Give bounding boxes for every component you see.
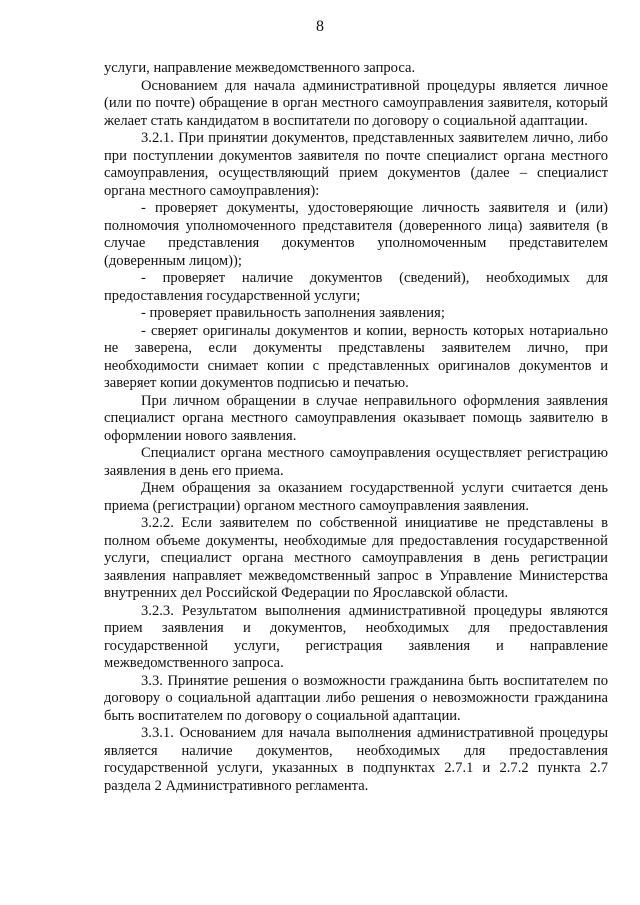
paragraph: 3.3.1. Основанием для начала выполнения административной процедуры является наличие документов, необходимых для предоставления государственной услуги, указанных в подпунктах 2.7.1 и 2.7.2 пункта 2.7 раздела 2 Административного регламента. [104,725,608,794]
page-number: 8 [316,18,324,35]
paragraph: 3.3. Принятие решения о возможности гражданина быть воспитателем по договору о социальной адаптации либо решения о невозможности гражданина быть воспитателем по договору о социальной адаптации. [104,672,608,724]
paragraph: Днем обращения за оказанием государственной услуги считается день приема (регистрации) органом местного самоуправления заявления. [104,480,608,514]
list-item: - проверяет документы, удостоверяющие личность заявителя и (или) полномочия уполномоченного представителя (доверенного лица) заявителя (в случае представления документов уполномоченным представителем (доверенным лицом)); [104,200,608,269]
paragraph: 3.2.2. Если заявителем по собственной инициативе не представлены в полном объеме документы, необходимые для предоставления государственной услуги, специалист органа местного самоуправления в день регистрации заявления направляет межведомственный запрос в Управление Министерства внутренних дел Российской Федерации по Ярославской области. [104,515,608,601]
paragraph: Основанием для начала административной процедуры является личное (или по почте) обращение в орган местного самоуправления заявителя, который желает стать кандидатом в воспитатели по договору о социальной адаптации. [104,77,608,129]
list-item: - проверяет наличие документов (сведений), необходимых для предоставления государственной услуги; [104,270,608,304]
list-item: - проверяет правильность заполнения заявления; [141,305,445,321]
list-item: - сверяет оригиналы документов и копии, верность которых нотариально не заверена, если документы представлены заявителем лично, при необходимости снимает копии с представленных оригиналов документов и заверяет копии документов подписью и печатью. [104,322,608,391]
paragraph: услуги, направление межведомственного запроса. [104,60,416,76]
paragraph: 3.2.3. Результатом выполнения административной процедуры являются прием заявления и документов, необходимых для предоставления государственной услуги, регистрация заявления и направление межведомственного запроса. [104,602,608,671]
document-body [104,60,608,795]
paragraph: Специалист органа местного самоуправления осуществляет регистрацию заявления в день его приема. [104,445,608,479]
paragraph: При личном обращении в случае неправильного оформления заявления специалист органа местного самоуправления оказывает помощь заявителю в оформлении нового заявления. [104,392,608,444]
paragraph: 3.2.1. При принятии документов, представленных заявителем лично, либо при поступлении документов заявителя по почте специалист органа местного самоуправления, осуществляющий прием документов (далее – специалист органа местного самоуправления): [104,130,608,199]
